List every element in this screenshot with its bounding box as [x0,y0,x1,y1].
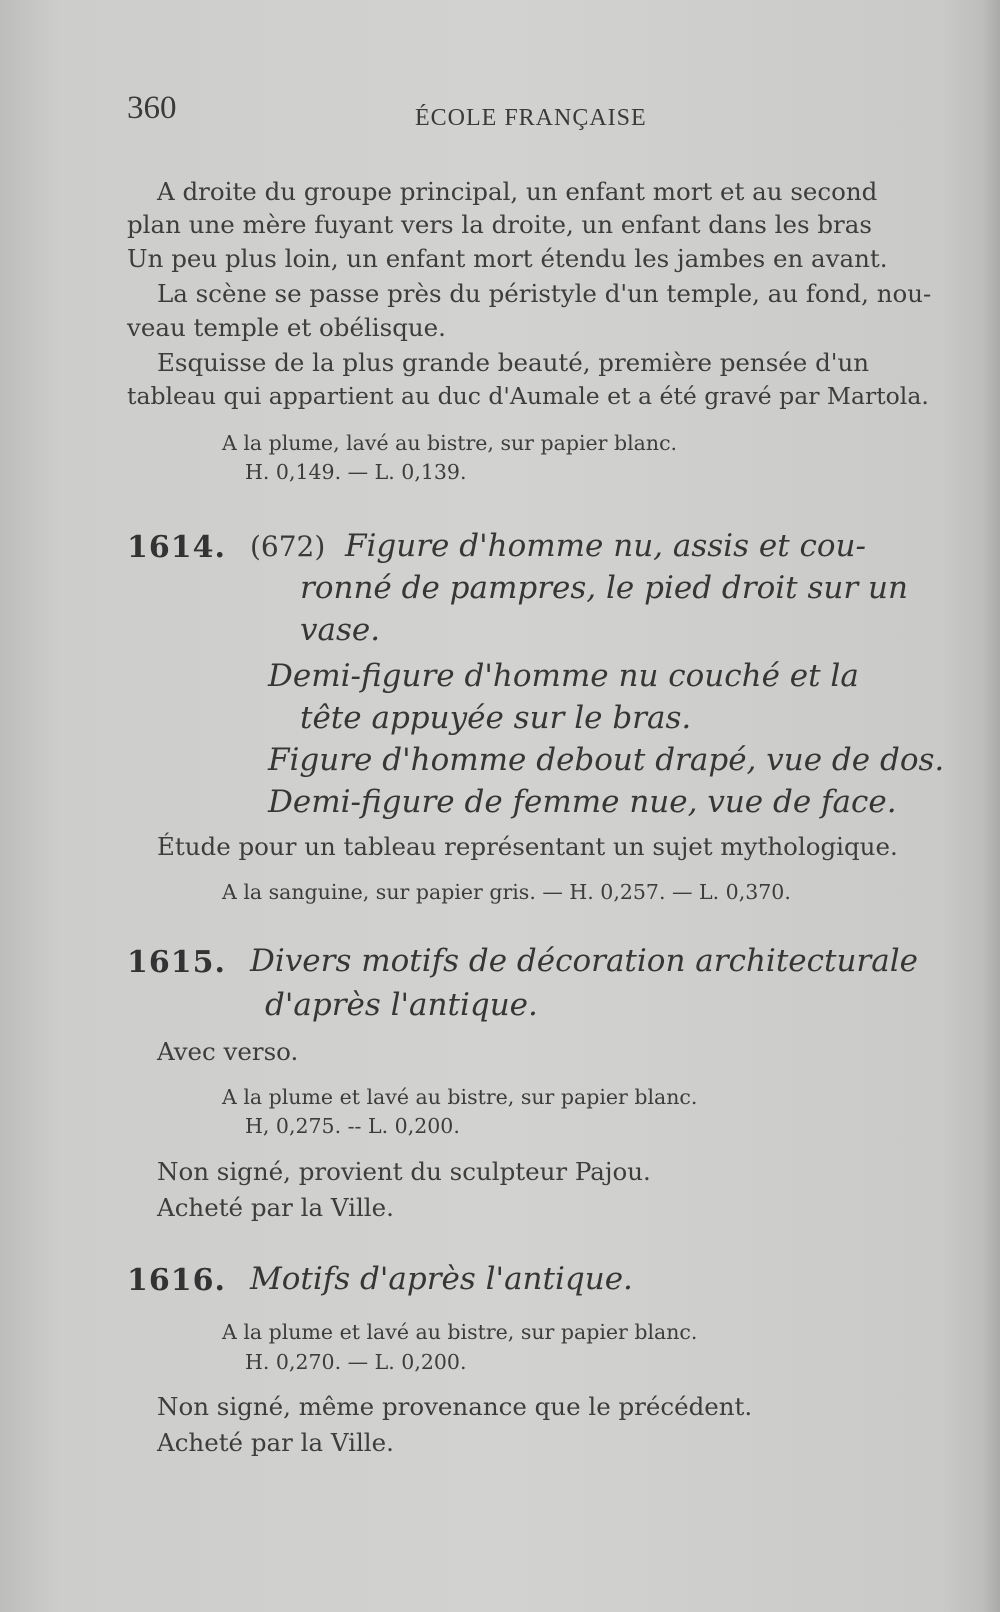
entry-title-line: ronné de pampres, le pied droit sur un [300,570,908,606]
entry-acquisition: Acheté par la Ville. [157,1193,394,1222]
entry-technique: A la sanguine, sur papier gris. — H. 0,257. — L. 0,370. [222,880,791,904]
intro-line: Un peu plus loin, un enfant mort étendu les jambes en avant. [127,244,888,273]
running-title: ÉCOLE FRANÇAISE [415,105,647,131]
entry-title-line: Figure d'homme debout drapé, vue de dos. [268,742,945,778]
entry-reference: (672) [250,530,326,563]
entry-note: Étude pour un tableau représentant un sujet mythologique. [157,832,898,861]
intro-technique: A la plume, lavé au bistre, sur papier blanc. [222,431,678,455]
entry-dimensions: H. 0,270. — L. 0,200. [245,1350,467,1374]
intro-line: tableau qui appartient au duc d'Aumale et a été gravé par Martola. [127,382,929,410]
entry-number: 1614. [127,530,226,565]
intro-line: plan une mère fuyant vers la droite, un enfant dans les bras [127,210,872,239]
page-number: 360 [127,90,177,126]
intro-line: A droite du groupe principal, un enfant mort et au second [157,177,878,206]
entry-title-line: Demi-figure de femme nue, vue de face. [268,784,897,820]
intro-line: Esquisse de la plus grande beauté, première pensée d'un [157,348,870,377]
intro-line: veau temple et obélisque. [127,313,446,342]
entry-title-line: Divers motifs de décoration architecturale [250,943,918,979]
entry-number: 1616. [127,1263,226,1298]
intro-dimensions: H. 0,149. — L. 0,139. [245,460,467,484]
entry-provenance: Non signé, même provenance que le précédent. [157,1392,753,1421]
entry-title-line: Demi-figure d'homme nu couché et la [268,658,859,694]
entry-title-line: Figure d'homme nu, assis et cou- [345,528,866,564]
page-edge-shadow [982,0,1000,1612]
entry-title-line: d'après l'antique. [265,987,538,1023]
entry-acquisition: Acheté par la Ville. [157,1428,394,1457]
entry-number: 1615. [127,945,226,980]
intro-line: La scène se passe près du péristyle d'un temple, au fond, nou- [157,279,932,308]
entry-title: Motifs d'après l'antique. [250,1261,633,1297]
entry-title-line: tête appuyée sur le bras. [300,700,692,736]
entry-technique: A la plume et lavé au bistre, sur papier blanc. [222,1320,698,1344]
entry-technique: A la plume et lavé au bistre, sur papier blanc. [222,1085,698,1109]
entry-provenance: Non signé, provient du sculpteur Pajou. [157,1157,651,1186]
entry-dimensions: H, 0,275. -- L. 0,200. [245,1114,460,1138]
entry-verso: Avec verso. [157,1037,299,1066]
entry-title-line: vase. [300,612,381,648]
